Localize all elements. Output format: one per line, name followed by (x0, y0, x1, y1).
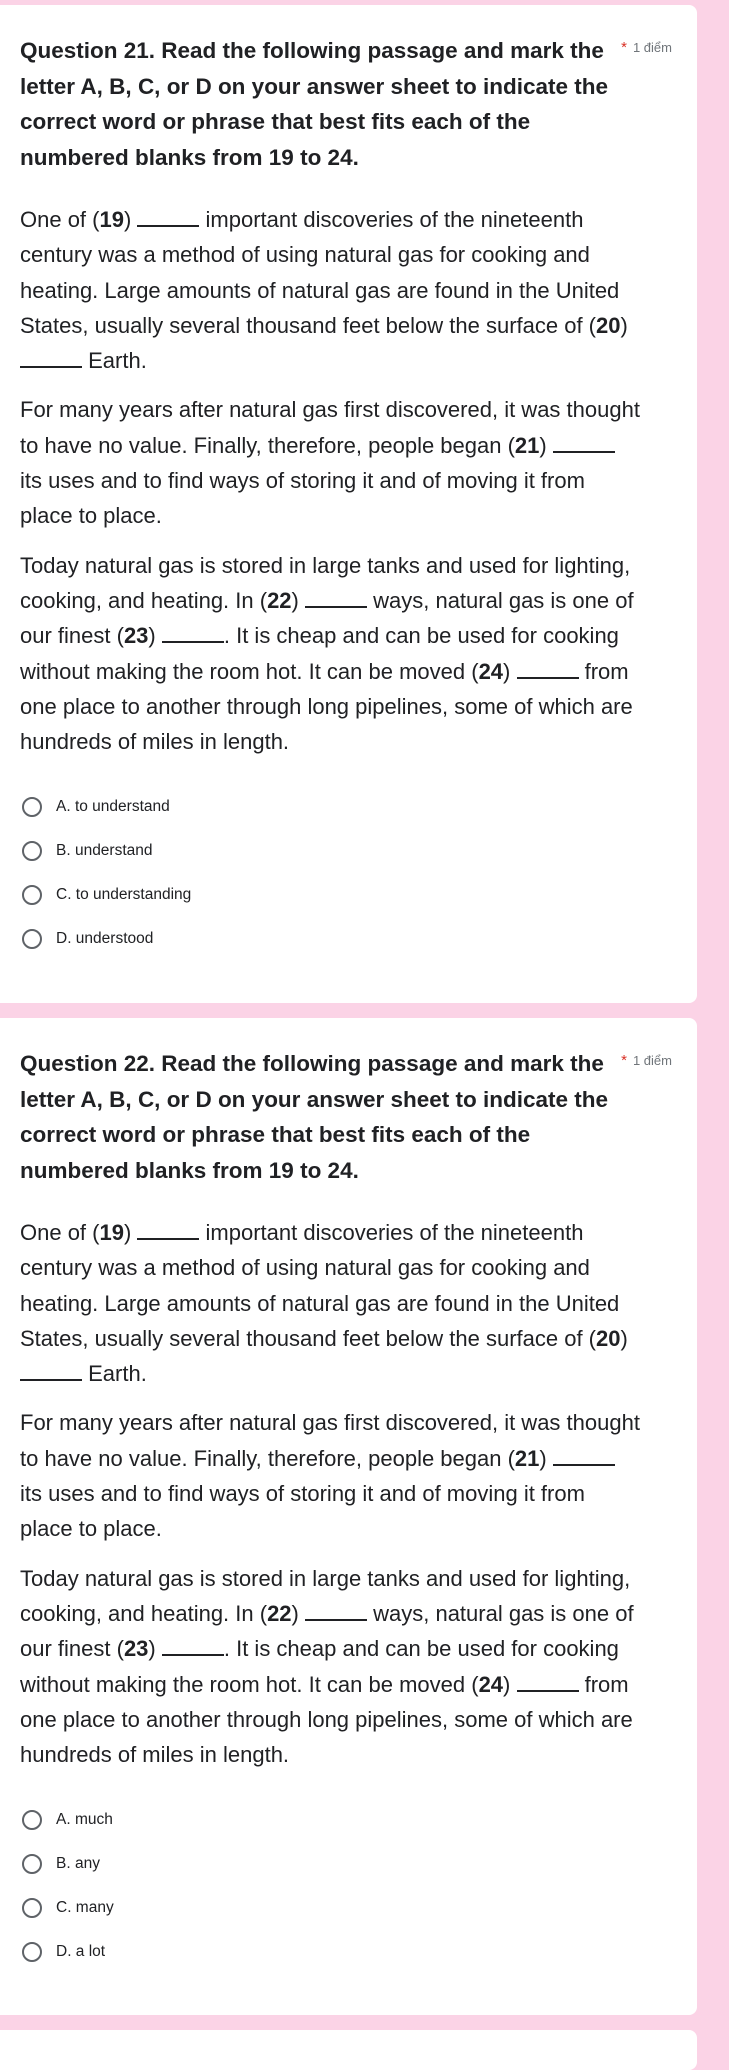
passage-paragraph-2: For many years after natural gas first discovered, it was thought to have no value. Finally, therefore, people began (21) its uses and to find ways of storing it and of moving it from place to place. (20, 397, 640, 529)
question-header (20, 1046, 677, 1188)
option-c[interactable] (20, 1886, 677, 1930)
question-header (20, 33, 677, 175)
passage (20, 202, 677, 759)
radio-button-icon[interactable] (22, 797, 42, 817)
option-d[interactable] (20, 917, 677, 961)
option-label: A. to understand (56, 798, 170, 816)
next-question-card (0, 2030, 697, 2070)
passage (20, 1215, 677, 1772)
blank-24 (517, 1674, 579, 1692)
question-points (621, 39, 672, 56)
passage-paragraph-2: For many years after natural gas first discovered, it was thought to have no value. Finally, therefore, people began (21) its uses and to find ways of storing it and of moving it from place to place. (20, 1410, 640, 1542)
required-asterisk: * (621, 1052, 627, 1069)
option-label: D. understood (56, 930, 154, 948)
answer-options (20, 1798, 677, 1974)
question-card-21 (0, 5, 697, 1003)
radio-button-icon[interactable] (22, 1810, 42, 1830)
radio-button-icon[interactable] (22, 841, 42, 861)
blank-20 (20, 1363, 82, 1381)
passage-paragraph-3: Today natural gas is stored in large tanks and used for lighting, cooking, and heating. In (22) ways, natural gas is one of our finest (23) . It is cheap and can be used for cooking without making the room hot. It can be moved (24) from one place to another through long pipelines, some of which are hundreds of miles in length. (20, 552, 634, 755)
required-asterisk: * (621, 39, 627, 56)
passage-paragraph-1: One of (19) important discoveries of the nineteenth century was a method of using natural gas for cooking and heating. Large amounts of natural gas are found in the United States, usually several thousand feet below the surface of (20) Earth. (20, 1220, 628, 1387)
blank-21 (553, 435, 615, 453)
option-label: C. many (56, 1899, 114, 1917)
option-a[interactable] (20, 1798, 677, 1842)
question-title: Question 21. Read the following passage and mark the letter A, B, C, or D on your answer sheet to indicate the correct word or phrase that best fits each of the numbered blanks from 19 to 24. (20, 38, 609, 170)
option-label: B. any (56, 1855, 100, 1873)
option-c[interactable] (20, 873, 677, 917)
blank-19 (137, 1222, 199, 1240)
option-b[interactable] (20, 1842, 677, 1886)
option-d[interactable] (20, 1930, 677, 1974)
option-label: A. much (56, 1811, 113, 1829)
blank-19 (137, 209, 199, 227)
option-label: C. to understanding (56, 886, 192, 904)
blank-21 (553, 1448, 615, 1466)
passage-paragraph-3: Today natural gas is stored in large tanks and used for lighting, cooking, and heating. In (22) ways, natural gas is one of our finest (23) . It is cheap and can be used for cooking without making the room hot. It can be moved (24) from one place to another through long pipelines, some of which are hundreds of miles in length. (20, 1565, 634, 1768)
option-label: B. understand (56, 842, 153, 860)
blank-23 (162, 625, 224, 643)
radio-button-icon[interactable] (22, 1898, 42, 1918)
radio-button-icon[interactable] (22, 1854, 42, 1874)
blank-20 (20, 350, 82, 368)
blank-22 (305, 590, 367, 608)
points-label: 1 điểm (632, 40, 672, 55)
question-points (621, 1052, 672, 1069)
points-label: 1 điểm (632, 1053, 672, 1068)
answer-options (20, 785, 677, 961)
question-card-22 (0, 1018, 697, 2015)
option-label: D. a lot (56, 1943, 106, 1961)
question-title: Question 22. Read the following passage and mark the letter A, B, C, or D on your answer sheet to indicate the correct word or phrase that best fits each of the numbered blanks from 19 to 24. (20, 1051, 609, 1183)
radio-button-icon[interactable] (22, 885, 42, 905)
radio-button-icon[interactable] (22, 929, 42, 949)
blank-22 (305, 1603, 367, 1621)
radio-button-icon[interactable] (22, 1942, 42, 1962)
option-a[interactable] (20, 785, 677, 829)
passage-paragraph-1: One of (19) important discoveries of the nineteenth century was a method of using natural gas for cooking and heating. Large amounts of natural gas are found in the United States, usually several thousand feet below the surface of (20) Earth. (20, 207, 628, 374)
blank-24 (517, 661, 579, 679)
option-b[interactable] (20, 829, 677, 873)
blank-23 (162, 1638, 224, 1656)
